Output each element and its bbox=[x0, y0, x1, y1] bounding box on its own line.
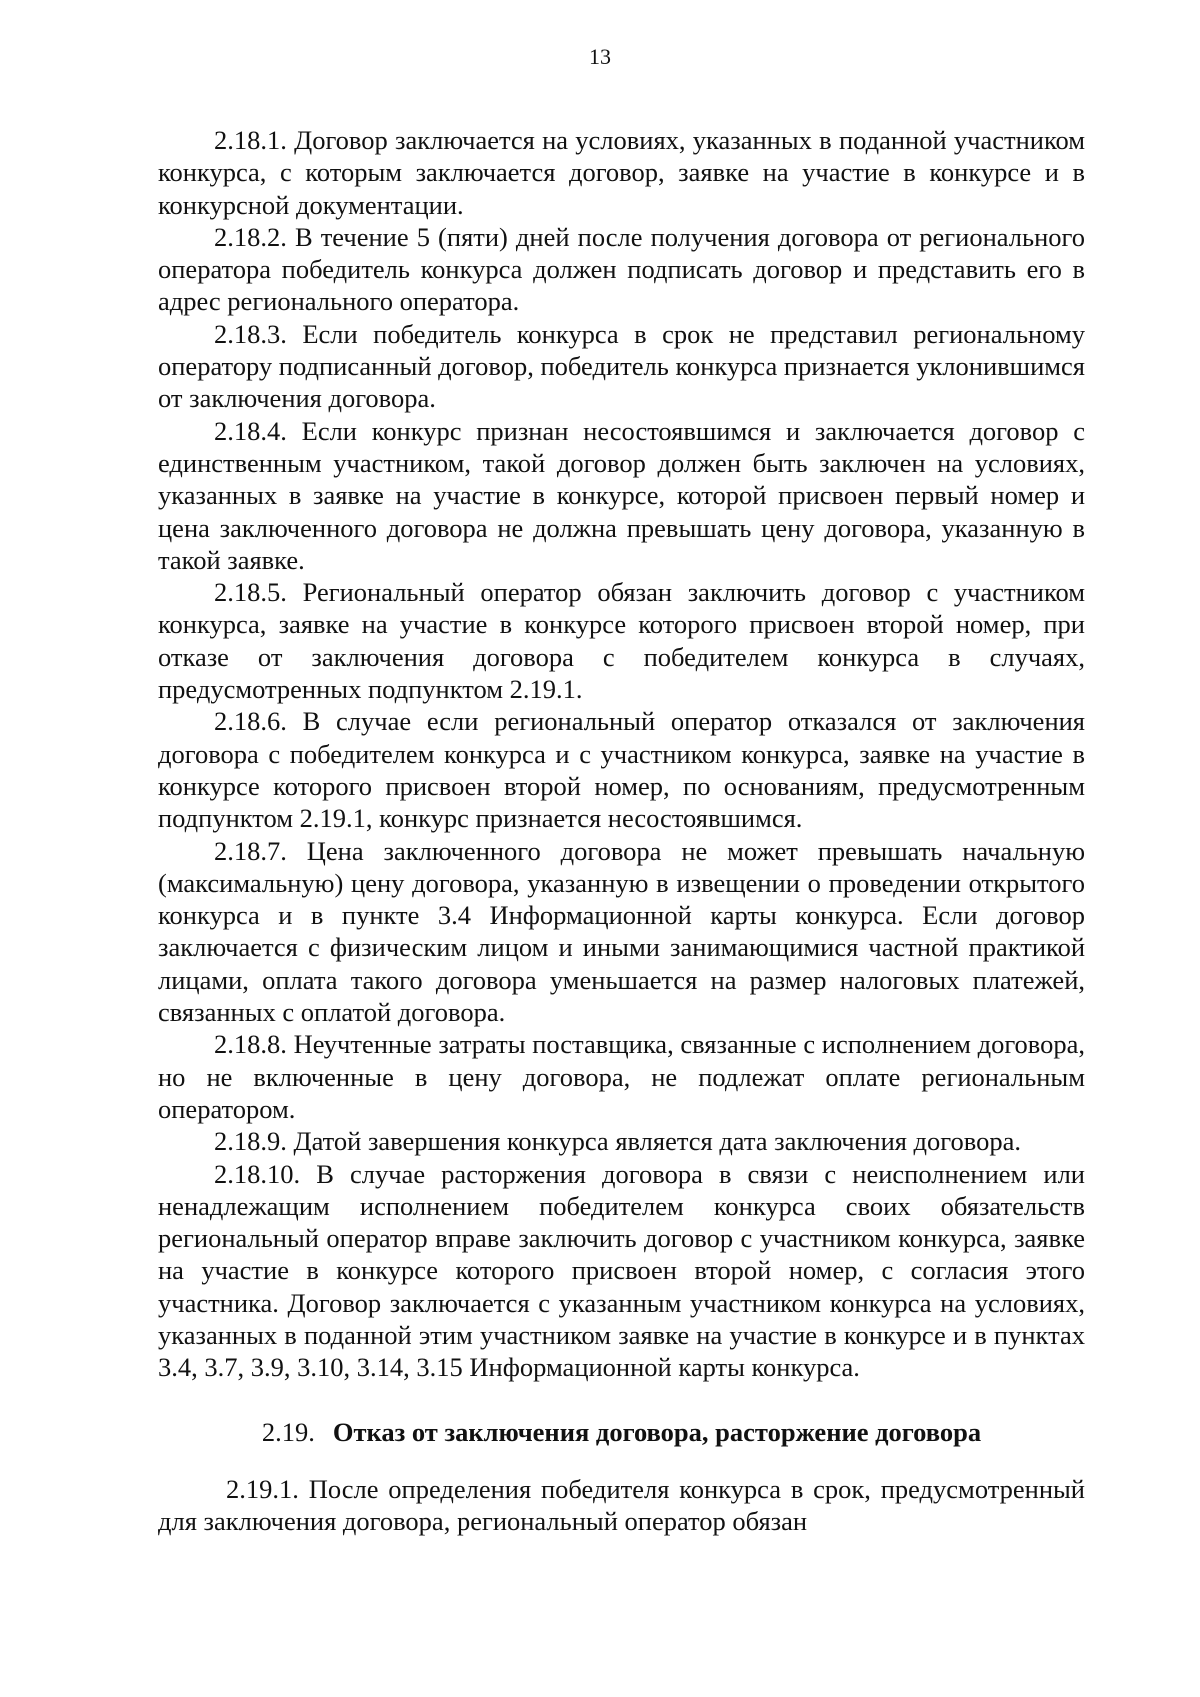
document-body bbox=[158, 124, 1085, 1537]
paragraph-2-18-1: 2.18.1. Договор заключается на условиях, указанных в поданной участником конкурса, с которым заключается договор, заявке на участие в конкурсе и в конкурсной документации. bbox=[158, 125, 1085, 220]
paragraph-2-18-7: 2.18.7. Цена заключенного договора не может превышать начальную (максимальную) цену договора, указанную в извещении о проведении открытого конкурса и в пункте 3.4 Информационной карты конкурса. Если договор заключается с физическим лицом и иными занимающимися частной практикой лицами, оплата такого договора уменьшается на размер налоговых платежей, связанных с оплатой договора. bbox=[158, 835, 1085, 1028]
paragraph-2-18-2: 2.18.2. В течение 5 (пяти) дней после получения договора от регионального оператора победитель конкурса должен подписать договор и представить его в адрес регионального оператора. bbox=[158, 221, 1085, 317]
paragraph-2-18-6: 2.18.6. В случае если региональный оператор отказался от заключения договора с победителем конкурса и с участником конкурса, заявке на участие в конкурсе которого присвоен второй номер, по основаниям, предусмотренным подпунктом 2.19.1, конкурс признается несостоявшимся. bbox=[158, 706, 1085, 834]
paragraph-2-18-8: 2.18.8. Неучтенные затраты поставщика, связанные с исполнением договора, но не включенные в цену договора, не подлежат оплате региональным оператором. bbox=[158, 1029, 1085, 1124]
section-number: 2.19. bbox=[261, 1416, 315, 1447]
paragraph-2-18-3: 2.18.3. Если победитель конкурса в срок не представил региональному оператору подписанный договор, победитель конкурса признается уклонившимся от заключения договора. bbox=[158, 318, 1085, 414]
paragraph-2-19-1: 2.19.1. После определения победителя конкурса в срок, предусмотренный для заключения договора, региональный оператор обязан bbox=[158, 1473, 1085, 1536]
paragraph-2-18-5: 2.18.5. Региональный оператор обязан заключить договор с участником конкурса, заявке на участие в конкурсе которого присвоен второй номер, при отказе от заключения договора с победителем конкурса в случаях, предусмотренных подпунктом 2.19.1. bbox=[158, 577, 1085, 705]
section-title: Отказ от заключения договора, расторжение договора bbox=[332, 1416, 982, 1447]
paragraph-2-18-9: 2.18.9. Датой завершения конкурса является дата заключения договора. bbox=[214, 1126, 1021, 1157]
paragraph-2-18-4: 2.18.4. Если конкурс признан несостоявшимся и заключается договор с единственным участником, такой договор должен быть заключен на условиях, указанных в заявке на участие в конкурсе, которой присвоен первый номер и цена заключенного договора не должна превышать цену договора, указанную в такой заявке. bbox=[158, 415, 1085, 575]
page-number: 13 bbox=[589, 44, 611, 69]
section-heading bbox=[158, 1416, 1085, 1448]
paragraph-2-18-10: 2.18.10. В случае расторжения договора в связи с неисполнением или ненадлежащим исполнением победителем конкурса своих обязательств региональный оператор вправе заключить договор с участником конкурса, заявке на участие в конкурсе которого присвоен второй номер, с согласия этого участника. Договор заключается с указанным участником конкурса на условиях, указанных в поданной этим участником заявке на участие в конкурсе и в пунктах 3.4, 3.7, 3.9, 3.10, 3.14, 3.15 Информационной карты конкурса. bbox=[158, 1158, 1085, 1383]
